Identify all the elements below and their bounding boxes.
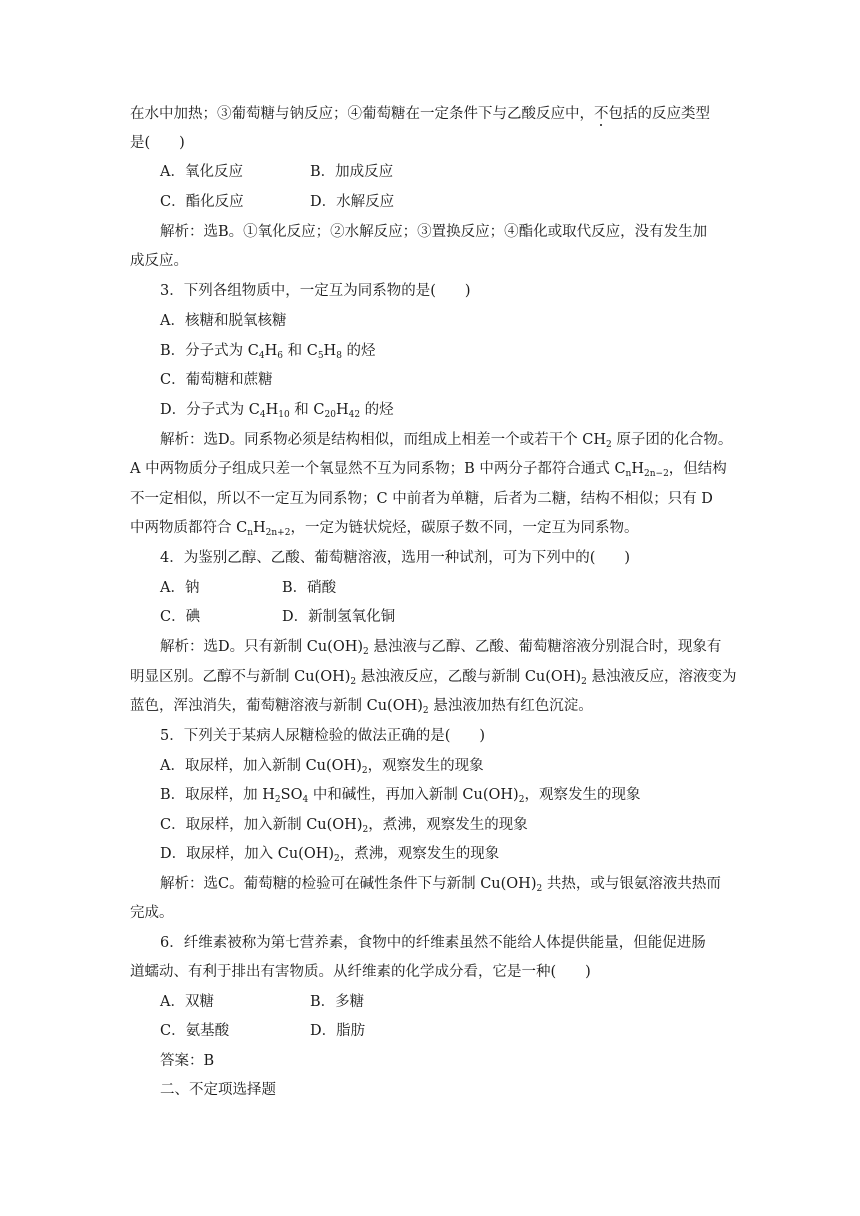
- q4-stem: 4．为鉴别乙醇、乙酸、葡萄糖溶液，选用一种试剂，可为下列中的( ): [160, 550, 631, 566]
- q5-option-b: B．取尿样，加 $H_2SO_4$ 中和碱性，再加入新制 $Cu(OH)_2$，观察发生的现象: [160, 787, 641, 805]
- q4-analysis-line3: 蓝色，浑浊消失，葡萄糖溶液与新制 $Cu(OH)_2$ 悬浊液加热有红色沉淀。: [130, 698, 593, 716]
- emphasis-dot-char: 不: [594, 106, 609, 122]
- section-heading: 二、不定项选择题: [160, 1082, 276, 1098]
- q6-answer: 答案：B: [160, 1053, 215, 1069]
- q5-option-d: D．取尿样，加入 $Cu(OH)_2$，煮沸，观察发生的现象: [160, 846, 500, 864]
- q2-stem-line2: 是( ): [130, 135, 185, 151]
- q5-option-c: C．取尿样，加入新制 $Cu(OH)_2$，煮沸，观察发生的现象: [160, 817, 528, 835]
- q6-option-b: B．多糖: [310, 994, 365, 1010]
- q4-option-a: A．钠: [160, 580, 200, 596]
- q6-option-c: C．氨基酸: [160, 1023, 230, 1039]
- q2-option-a: A．氧化反应: [160, 164, 243, 180]
- q4-option-d: D．新制氢氧化铜: [282, 609, 396, 625]
- q3-option-b: B．分子式为 $C_4H_6$ 和 $C_5H_8$ 的烃: [160, 343, 376, 361]
- q4-option-c: C．碘: [160, 609, 201, 625]
- q5-option-a: A．取尿样，加入新制 $Cu(OH)_2$，观察发生的现象: [160, 758, 484, 776]
- q2-stem-line1: 在水中加热；③葡萄糖与钠反应；④葡萄糖在一定条件下与乙酸反应中，不包括的反应类型: [130, 106, 710, 122]
- q6-stem-line1: 6．纤维素被称为第七营养素，食物中的纤维素虽然不能给人体提供能量，但能促进肠: [160, 935, 706, 951]
- q4-option-b: B．硝酸: [282, 580, 337, 596]
- q5-analysis-line1: 解析：选C。葡萄糖的检验可在碱性条件下与新制 $Cu(OH)_2$ 共热，或与银氨溶液共热而: [160, 876, 721, 894]
- q5-stem: 5．下列关于某病人尿糖检验的做法正确的是( ): [160, 728, 486, 744]
- q3-analysis-line2: A 中两物质分子组成只差一个氧显然不互为同系物；B 中两分子都符合通式 $C_nH_{2n-2}$，但结构: [130, 461, 727, 479]
- q2-option-b: B．加成反应: [310, 164, 394, 180]
- q3-stem: 3．下列各组物质中，一定互为同系物的是( ): [160, 283, 471, 299]
- q3-option-d: D．分子式为 $C_4H_{10}$ 和 $C_{20}H_{42}$ 的烃: [160, 402, 394, 420]
- q2-analysis-line1: 解析：选B。①氧化反应；②水解反应；③置换反应；④酯化或取代反应，没有发生加: [160, 224, 708, 240]
- q4-analysis-line2: 明显区别。乙醇不与新制 $Cu(OH)_2$ 悬浊液反应，乙酸与新制 $Cu(OH)_2$ 悬浊液反应，溶液变为: [130, 669, 737, 687]
- q6-option-d: D．脂肪: [310, 1023, 366, 1039]
- q2-analysis-line2: 成反应。: [130, 253, 188, 269]
- q4-analysis-line1: 解析：选D。只有新制 $Cu(OH)_2$ 悬浊液与乙醇、乙酸、葡萄糖溶液分别混合时，现象有: [160, 639, 722, 657]
- q2-option-d: D．水解反应: [310, 194, 395, 210]
- q2-option-c: C．酯化反应: [160, 194, 244, 210]
- q3-option-a: A．核糖和脱氧核糖: [160, 313, 287, 329]
- q3-analysis-line3: 不一定相似，所以不一定互为同系物；C 中前者为单糖，后者为二糖，结构不相似；只有 D: [130, 491, 713, 507]
- q6-option-a: A．双糖: [160, 994, 214, 1010]
- q6-stem-line2: 道蠕动、有利于排出有害物质。从纤维素的化学成分看，它是一种( ): [130, 964, 591, 980]
- q5-analysis-line2: 完成。: [130, 905, 174, 921]
- q3-option-c: C．葡萄糖和蔗糖: [160, 372, 273, 388]
- q3-analysis-line4: 中两物质都符合 $C_nH_{2n+2}$，一定为链状烷烃，碳原子数不同，一定互为同系物。: [130, 520, 639, 538]
- q3-analysis-line1: 解析：选D。同系物必须是结构相似，而组成上相差一个或若干个 $CH_2$ 原子团的化合物。: [160, 432, 733, 450]
